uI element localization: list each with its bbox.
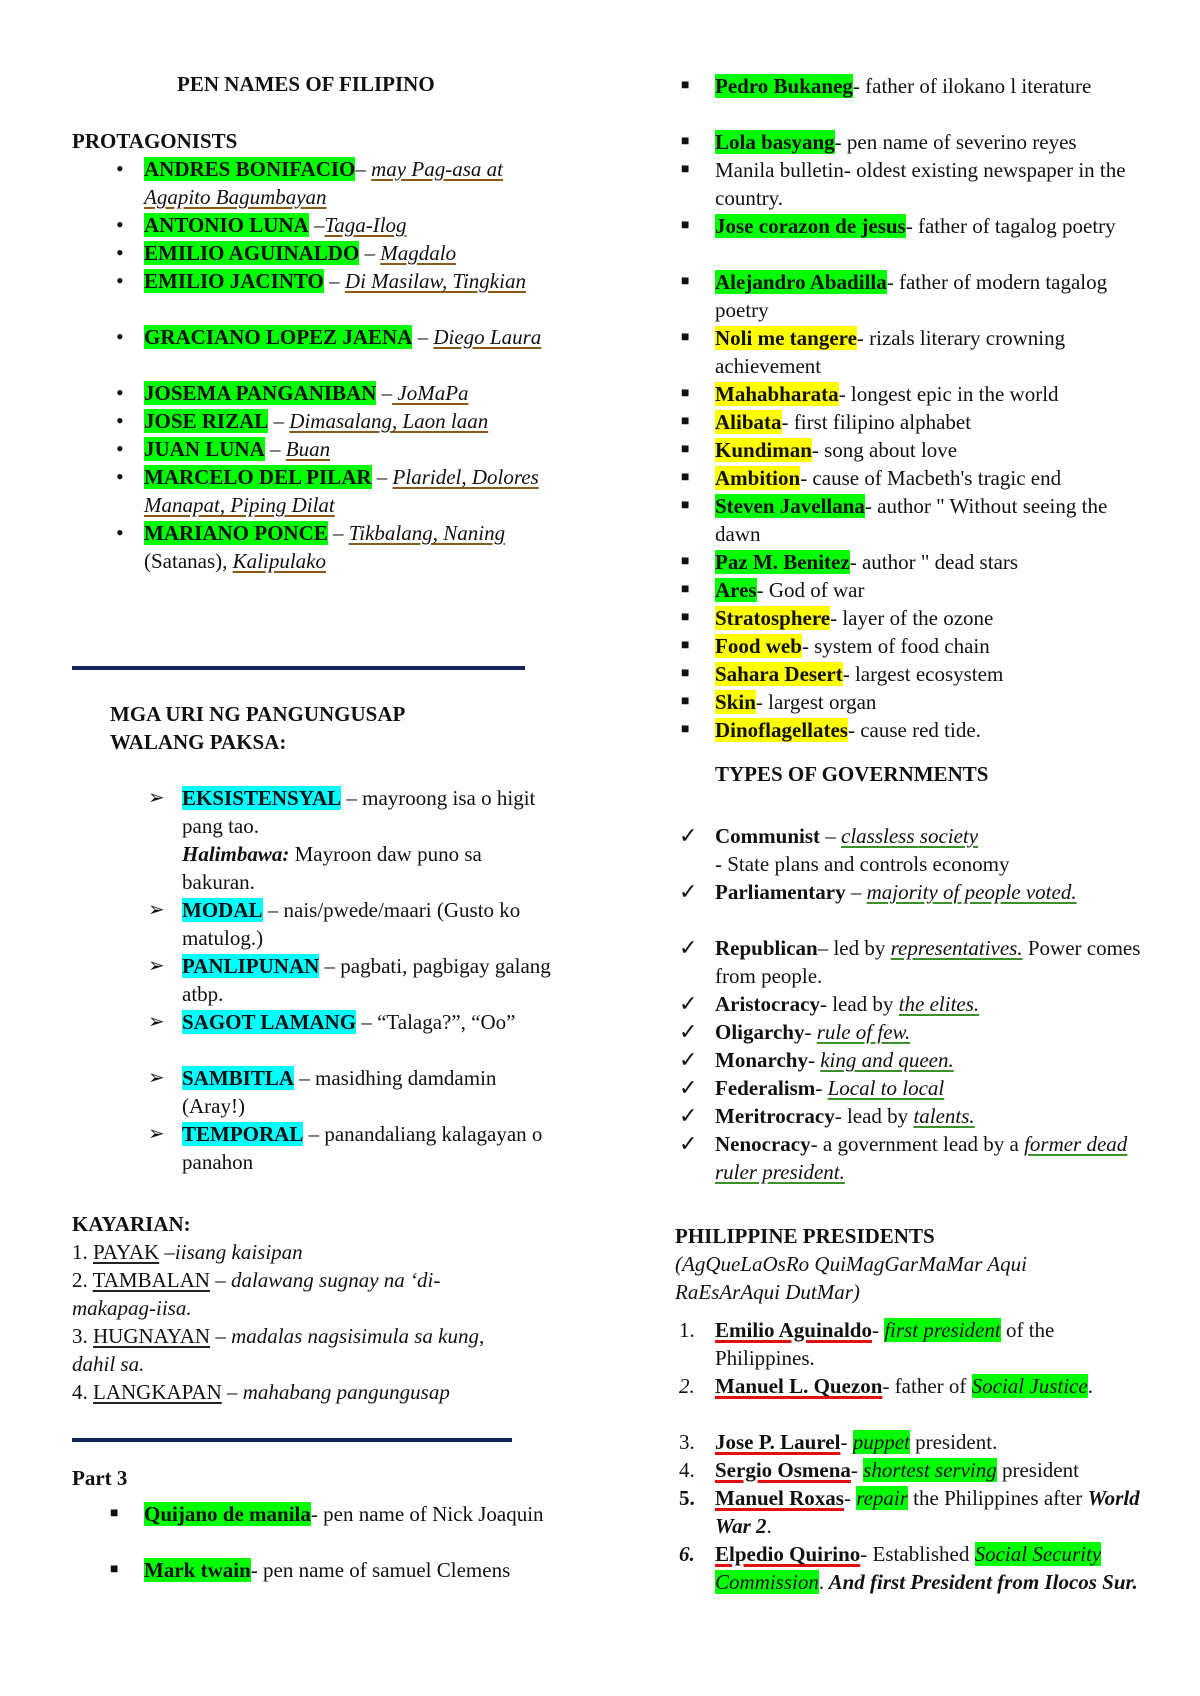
check-icon: ✓ [679,1103,698,1128]
uri-desc: – mayroong isa o higit pang tao. [182,786,536,838]
list-item [679,1372,1145,1428]
kayarian-desc: – madalas nagsisimula sa kung, dahil sa. [72,1324,485,1376]
list-item [72,1238,522,1266]
bullet-icon: • [116,240,124,265]
trivia-term: Ares [715,578,757,602]
uri-desc: – pagbati, pagbigay galang atbp. [182,954,551,1006]
check-icon: ✓ [679,823,698,848]
gov-term: Parliamentary [715,880,846,904]
list-item [681,268,1145,324]
uri-term: MODAL [182,898,263,922]
uri-heading: MGA URI NG PANGUNGUSAP [110,702,406,726]
square-bullet-icon: ■ [681,442,690,457]
trivia-desc: - largest organ [755,690,877,714]
item-number: 6. [679,1542,695,1566]
square-bullet-icon: ■ [681,694,690,709]
check-icon: ✓ [679,1075,698,1100]
part3-desc: - pen name of samuel Clemens [250,1558,511,1582]
separator: – [371,465,393,489]
square-bullet-icon: ■ [681,162,690,177]
section-divider [72,666,525,670]
list-item [148,1008,552,1064]
list-item [116,239,574,267]
arrow-bullet-icon: ➢ [148,955,165,977]
list-item [116,435,574,463]
gov-def: the elites. [898,992,980,1016]
trivia-desc: - God of war [756,578,865,602]
trivia-term: Kundiman [715,438,812,462]
section-divider [72,1438,512,1442]
gov-def: majority of people voted. [866,880,1077,904]
kayarian-term: TAMBALAN [92,1268,210,1292]
list-item [681,436,1145,464]
list-item [148,896,552,952]
separator: – [412,325,434,349]
list-item [116,407,574,435]
uri-desc: – masidhing damdamin (Aray!) [182,1066,497,1118]
bullet-icon: • [116,268,124,293]
kayarian-term: HUGNAYAN [93,1324,211,1348]
item-number: 1. [72,1240,88,1264]
item-number: 4. [72,1380,88,1404]
uri-list [148,784,552,1176]
president-name: Emilio Aguinaldo [715,1318,872,1342]
list-item [681,464,1145,492]
bullet-icon: • [116,156,124,181]
item-number: 5. [679,1486,695,1510]
square-bullet-icon: ■ [681,470,690,485]
pen-name: Di Masilaw, Tingkian [344,269,526,293]
gov-note: - State plans and controls economy [715,852,1010,876]
gov-term: Meritrocracy [715,1104,835,1128]
uri-term: TEMPORAL [182,1122,304,1146]
square-bullet-icon: ■ [681,386,690,401]
president-name: Sergio Osmena [715,1458,851,1482]
arrow-bullet-icon: ➢ [148,899,165,921]
trivia-desc: - father of tagalog poetry [905,214,1116,238]
trivia-term: Stratosphere [715,606,831,630]
president-name: Manuel L. Quezon [715,1374,883,1398]
square-bullet-icon: ■ [681,414,690,429]
president-emph: World War 2 [715,1486,1140,1538]
item-number: 2. [72,1268,88,1292]
list-item [681,408,1145,436]
page-title: PEN NAMES OF FILIPINO [177,72,435,96]
pen-name-person: ANDRES BONIFACIO [144,157,356,181]
pen-name: Diego Laura [433,325,542,349]
gov-def: king and queen. [820,1048,954,1072]
trivia-desc: - system of food chain [801,634,990,658]
extra-text: (Satanas), [144,549,233,573]
trivia-desc: - author " Without seeing the dawn [715,494,1108,546]
square-bullet-icon: ■ [681,498,690,513]
check-icon: ✓ [679,1019,698,1044]
pen-name-person: MARCELO DEL PILAR [144,465,372,489]
part3-term: Mark twain [144,1558,251,1582]
part3-term: Quijano de manila [144,1502,311,1526]
trivia-term: Pedro Bukaneg [715,74,853,98]
president-rest: the Philippines after [907,1486,1088,1510]
uri-term: SAMBITLA [182,1066,295,1090]
list-item [681,128,1145,156]
gov-list [679,822,1145,1186]
list-item [681,156,1145,212]
list-item [116,267,574,323]
separator: – [268,409,290,433]
gov-sep: - [804,1020,817,1044]
item-number: 3. [72,1324,88,1348]
list-item [679,934,1145,990]
gov-term: Federalism [715,1076,816,1100]
example-text: Mayroon daw puno sa bakuran. [182,842,482,894]
item-number: 4. [679,1458,695,1482]
separator: – [355,157,372,181]
trivia-term: Lola basyang [715,130,835,154]
check-icon: ✓ [679,991,698,1016]
square-bullet-icon: ■ [681,330,690,345]
kayarian-desc: – mahabang pangungusap [221,1380,450,1404]
list-item [679,1018,1145,1046]
list-item [72,1266,522,1322]
presidents-list [679,1316,1145,1624]
list-item [148,952,552,1008]
president-name: Jose P. Laurel [715,1430,841,1454]
list-item [681,716,1145,744]
list-item [681,548,1145,576]
list-item [679,1484,1145,1540]
gov-sep: - a government lead by a [810,1132,1025,1156]
president-highlight: first president [884,1318,1001,1342]
check-icon: ✓ [679,935,698,960]
list-item [681,324,1145,380]
president-highlight: Social Security Commission [715,1542,1102,1594]
president-rest: of the Philippines. [715,1318,1055,1370]
separator: – [327,521,349,545]
gov-sep: - lead by [819,992,899,1016]
gov-term: Oligarchy [715,1020,805,1044]
gov-term: Communist [715,824,821,848]
trivia-desc: - largest ecosystem [842,662,1004,686]
list-item [72,1378,522,1406]
trivia-desc: - pen name of severino reyes [834,130,1077,154]
pen-name: Tikbalang, Naning [348,521,506,545]
gov-sep: - lead by [834,1104,914,1128]
list-item [681,212,1145,268]
arrow-bullet-icon: ➢ [148,1067,165,1089]
separator: – [264,437,286,461]
square-bullet-icon: ■ [681,554,690,569]
check-icon: ✓ [679,1131,698,1156]
list-item [681,492,1145,548]
uri-term: SAGOT LAMANG [182,1010,357,1034]
list-item [679,990,1145,1018]
list-item [116,463,574,519]
list-item [679,1102,1145,1130]
gov-heading: TYPES OF GOVERNMENTS [715,762,989,786]
president-name: Elpedio Quirino [715,1542,861,1566]
president-highlight: repair [856,1486,908,1510]
gov-def: rule of few. [816,1020,911,1044]
list-item [148,1064,552,1120]
list-item [681,380,1145,408]
bullet-icon: • [116,324,124,349]
square-bullet-icon: ■ [681,638,690,653]
uri-desc: – nais/pwede/maari (Gusto ko matulog.) [182,898,521,950]
kayarian-desc: –iisang kaisipan [159,1240,303,1264]
uri-desc: – “Talaga?”, “Oo” [356,1010,516,1034]
protagonists-heading: PROTAGONISTS [72,129,238,153]
president-sep: - [840,1430,853,1454]
pen-name-person: JUAN LUNA [144,437,265,461]
list-item [148,784,552,896]
trivia-desc: - cause red tide. [847,718,981,742]
trivia-term: Skin [715,690,756,714]
protagonists-list [116,155,574,575]
list-item [110,1556,554,1612]
gov-def: former dead ruler president. [715,1132,1128,1184]
separator: – [359,241,381,265]
pen-name: Magdalo [380,241,457,265]
part3-desc: - pen name of Nick Joaquin [310,1502,544,1526]
kayarian-heading: KAYARIAN: [72,1212,191,1236]
pen-name: JoMaPa [392,381,469,405]
list-item [679,1046,1145,1074]
list-item [681,660,1145,688]
president-highlight: Social Justice [971,1374,1088,1398]
trivia-desc: - author " dead stars [849,550,1019,574]
kayarian-term: LANGKAPAN [93,1380,222,1404]
trivia-term: Dinoflagellates [715,718,848,742]
part3-heading: Part 3 [72,1466,128,1490]
square-bullet-icon: ■ [681,78,690,93]
president-rest: . [766,1514,772,1538]
item-number: 1. [679,1318,695,1342]
gov-sep: - [807,1048,821,1072]
list-item [681,688,1145,716]
gov-term: Nenocracy [715,1132,811,1156]
pen-name: Buan [285,437,331,461]
trivia-term: Alibata [715,410,782,434]
item-number: 2. [679,1374,695,1398]
square-bullet-icon: ■ [110,1562,119,1577]
trivia-desc: Manila bulletin- oldest existing newspaper in the country. [715,158,1126,210]
square-bullet-icon: ■ [681,218,690,233]
square-bullet-icon: ■ [681,666,690,681]
trivia-term: Steven Javellana [715,494,865,518]
bullet-icon: • [116,464,124,489]
presidents-mnemonic: (AgQueLaOsRo QuiMagGarMaMar Aqui RaEsArAqui DutMar) [675,1252,1027,1304]
gov-sep: – [820,824,842,848]
list-item [681,72,1145,128]
trivia-term: Noli me tangere [715,326,857,350]
arrow-bullet-icon: ➢ [148,787,165,809]
kayarian-term: PAYAK [93,1240,160,1264]
part3-list [110,1500,554,1612]
gov-sep: - [815,1076,828,1100]
list-item [681,576,1145,604]
square-bullet-icon: ■ [681,274,690,289]
presidents-heading: PHILIPPINE PRESIDENTS [675,1224,935,1248]
gov-after: Power comes from people. [715,936,1141,988]
uri-desc: – panandaliang kalagayan o panahon [182,1122,543,1174]
trivia-term: Sahara Desert [715,662,843,686]
president-emph: And first President from Ilocos Sur. [824,1570,1138,1594]
list-item [679,1074,1145,1102]
trivia-desc: - father of modern tagalog poetry [715,270,1108,322]
trivia-term: Jose corazon de jesus [715,214,906,238]
president-rest: president. [909,1430,998,1454]
president-name: Manuel Roxas [715,1486,844,1510]
list-item [679,1130,1145,1186]
gov-def: talents. [913,1104,975,1128]
trivia-desc: - father of ilokano l iterature [852,74,1092,98]
gov-sep: – [845,880,867,904]
trivia-term: Alejandro Abadilla [715,270,887,294]
bullet-icon: • [116,408,124,433]
check-icon: ✓ [679,879,698,904]
bullet-icon: • [116,520,124,545]
kayarian-list [72,1238,522,1406]
trivia-desc: - layer of the ozone [830,606,994,630]
uri-term: PANLIPUNAN [182,954,320,978]
bullet-icon: • [116,212,124,237]
pen-name-person: GRACIANO LOPEZ JAENA [144,325,413,349]
trivia-desc: - longest epic in the world [838,382,1059,406]
example-label: Halimbawa: [182,842,290,866]
president-sep: - [843,1486,857,1510]
item-number: 3. [679,1430,695,1454]
list-item [116,155,574,211]
list-item [679,822,1145,878]
list-item [681,632,1145,660]
separator: – [376,381,393,405]
pen-name: Kalipulako [232,549,326,573]
trivia-desc: - first filipino alphabet [781,410,972,434]
arrow-bullet-icon: ➢ [148,1011,165,1033]
list-item [116,379,574,407]
gov-def: classless society [841,824,979,848]
president-sep: - [871,1318,885,1342]
kayarian-desc: – dalawang sugnay na ‘di-makapag-iisa. [72,1268,441,1320]
square-bullet-icon: ■ [681,610,690,625]
list-item [110,1500,554,1556]
uri-subheading: WALANG PAKSA: [110,730,287,754]
square-bullet-icon: ■ [110,1506,119,1521]
gov-def: representatives. [890,936,1023,960]
bullet-icon: • [116,436,124,461]
arrow-bullet-icon: ➢ [148,1123,165,1145]
list-item [116,323,574,379]
list-item [116,519,574,575]
gov-term: Republican [715,936,818,960]
square-bullet-icon: ■ [681,134,690,149]
square-bullet-icon: ■ [681,582,690,597]
pen-name-person: ANTONIO LUNA [144,213,309,237]
list-item [679,1428,1145,1456]
list-item [679,1540,1145,1624]
gov-sep: – led by [817,936,891,960]
list-item [679,878,1145,934]
trivia-desc: - song about love [811,438,958,462]
gov-term: Monarchy [715,1048,808,1072]
pen-name-person: EMILIO JACINTO [144,269,324,293]
pen-name-person: JOSE RIZAL [144,409,269,433]
list-item [679,1456,1145,1484]
pen-name-person: EMILIO AGUINALDO [144,241,360,265]
trivia-term: Mahabharata [715,382,839,406]
uri-term: EKSISTENSYAL [182,786,342,810]
bullet-icon: • [116,380,124,405]
pen-name-person: MARIANO PONCE [144,521,328,545]
president-rest: president [996,1458,1079,1482]
trivia-term: Ambition [715,466,801,490]
pen-name: Dimasalang, Laon laan [289,409,489,433]
president-sep: - father of [882,1374,972,1398]
check-icon: ✓ [679,1047,698,1072]
president-sep: - Established [860,1542,975,1566]
list-item [679,1316,1145,1372]
pen-name: Plaridel, Dolores Manapat, Piping Dilat [144,465,539,517]
list-item [116,211,574,239]
list-item [681,604,1145,632]
trivia-desc: - rizals literary crowning achievement [715,326,1066,378]
president-highlight: puppet [852,1430,910,1454]
pen-name: Taga-Ilog [324,213,407,237]
square-bullet-icon: ■ [681,722,690,737]
trivia-list [681,72,1145,744]
pen-name: may Pag-asa at Agapito Bagumbayan [144,157,503,209]
list-item [148,1120,552,1176]
pen-name-person: JOSEMA PANGANIBAN [144,381,377,405]
president-highlight: shortest serving [863,1458,997,1482]
president-sep: - [850,1458,864,1482]
trivia-desc: - cause of Macbeth's tragic end [800,466,1062,490]
gov-def: Local to local [827,1076,945,1100]
president-rest: . [1087,1374,1093,1398]
trivia-term: Paz M. Benitez [715,550,850,574]
separator: – [323,269,345,293]
president-rest: . [818,1570,825,1594]
gov-term: Aristocracy [715,992,820,1016]
list-item [72,1322,522,1378]
separator: – [308,213,325,237]
trivia-term: Food web [715,634,802,658]
